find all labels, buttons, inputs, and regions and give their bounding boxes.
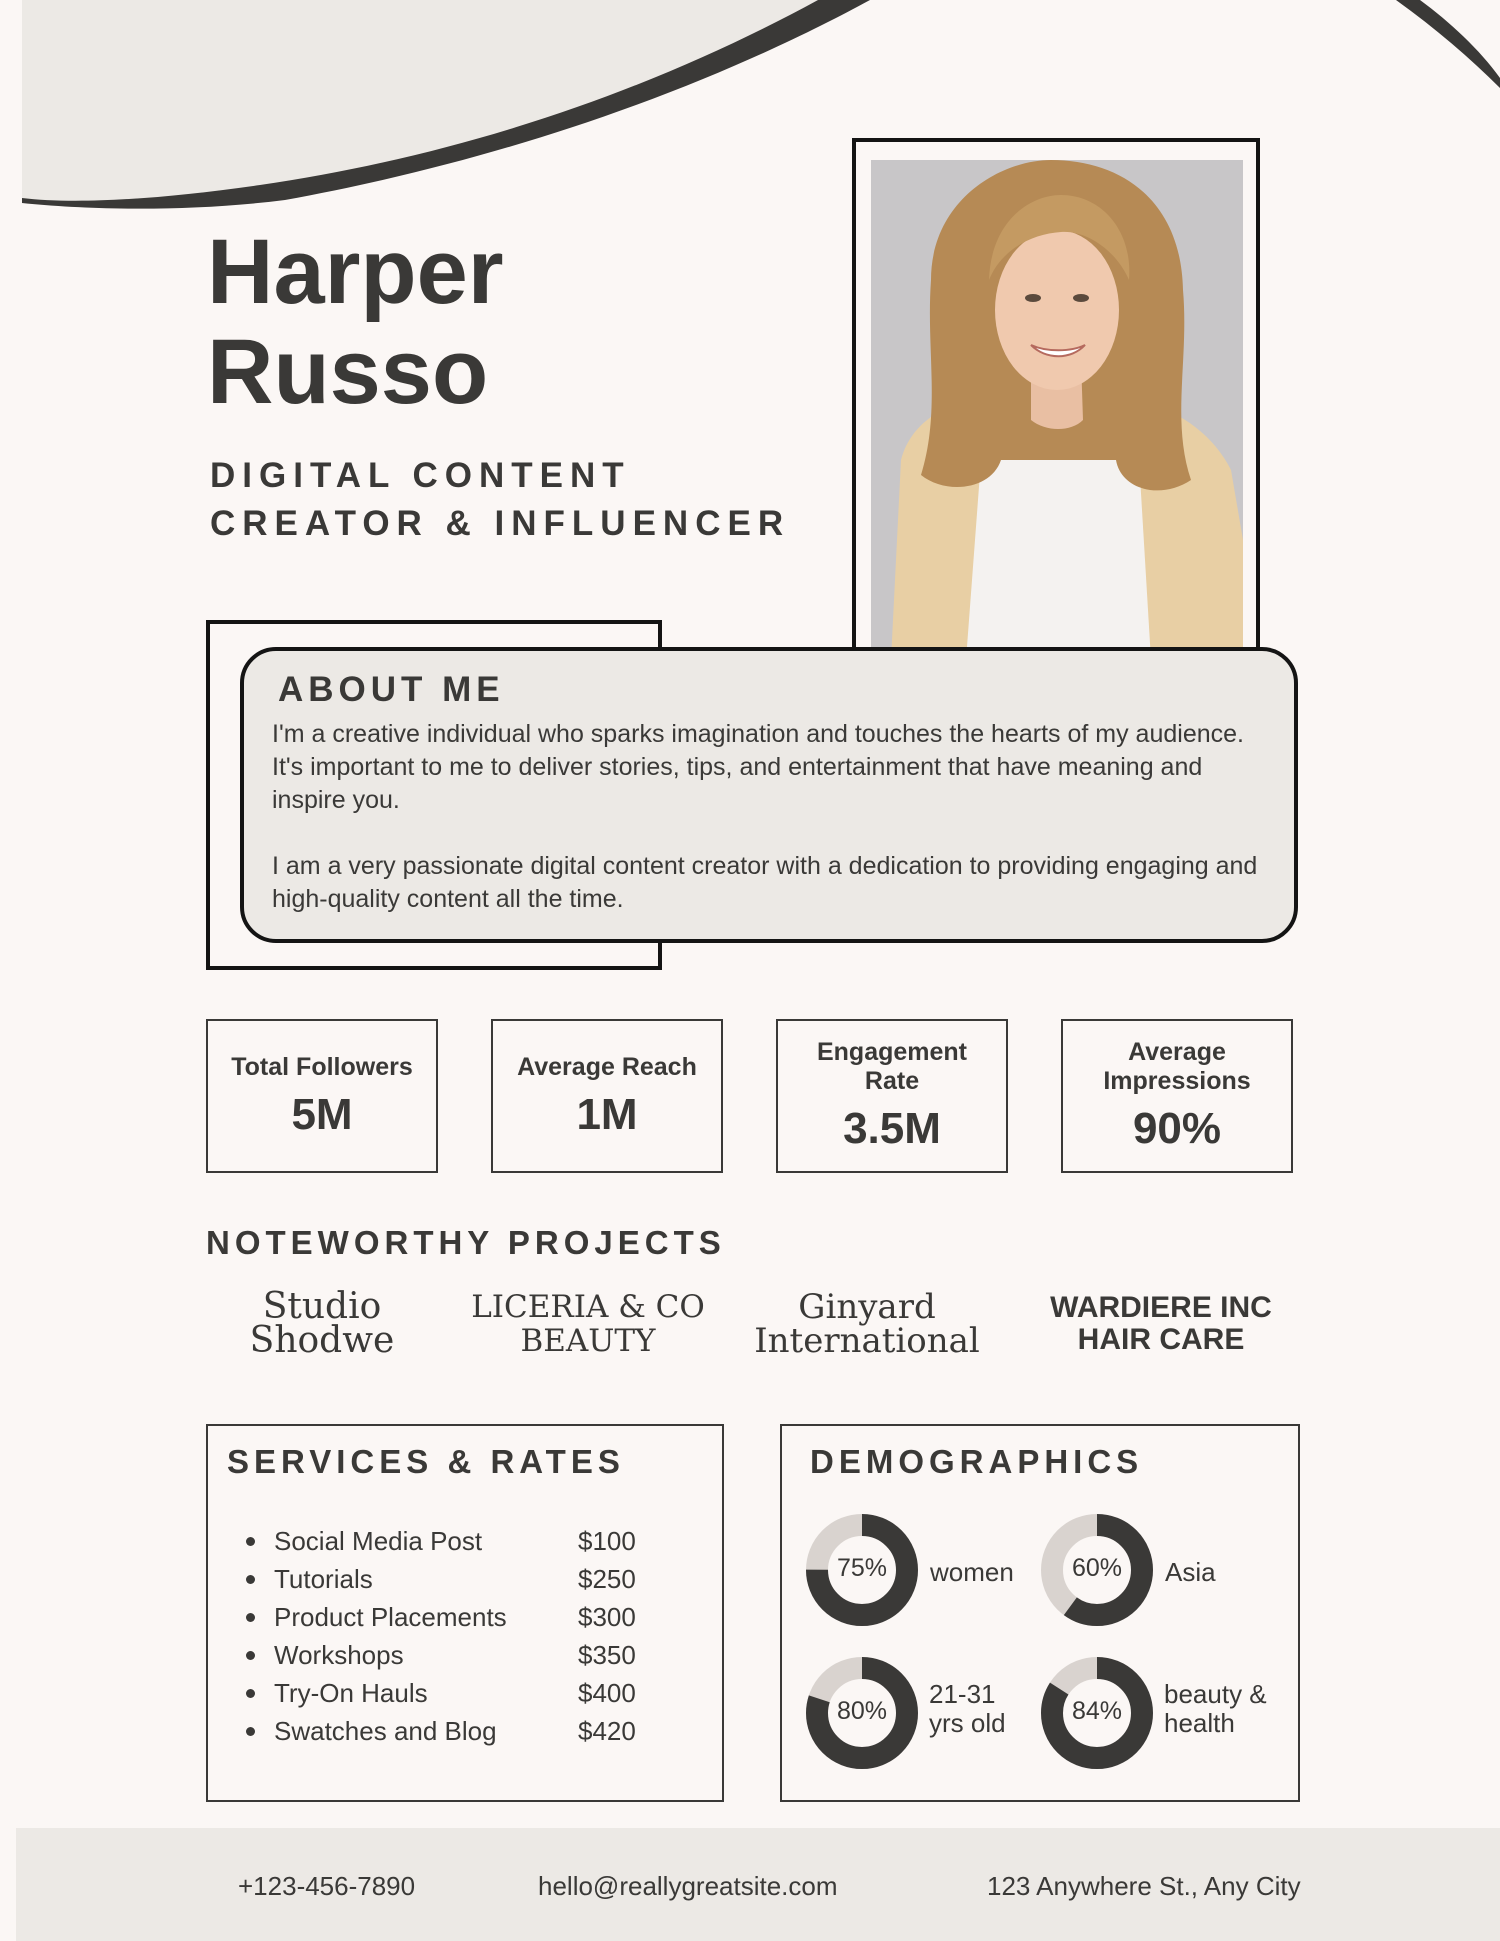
demo-label-beauty bbox=[1164, 1680, 1267, 1738]
project-ginyard-international bbox=[740, 1287, 994, 1361]
stat-average-impressions bbox=[1061, 1019, 1293, 1173]
demo-label-line-2: health bbox=[1164, 1708, 1235, 1738]
bullet bbox=[246, 1689, 255, 1698]
service-price: $350 bbox=[578, 1640, 636, 1670]
stat-value: 90% bbox=[1132, 1104, 1222, 1153]
demo-label-line-1: Asia bbox=[1165, 1557, 1216, 1587]
project-line-2: International bbox=[754, 1321, 980, 1361]
demographics-title: DEMOGRAPHICS bbox=[810, 1443, 1144, 1480]
service-price: $420 bbox=[578, 1716, 636, 1746]
role-line-2: CREATOR & INFLUENCER bbox=[210, 504, 791, 543]
project-line-1: WARDIERE INC bbox=[1050, 1291, 1272, 1324]
about-text bbox=[272, 718, 1272, 949]
stat-label: Total Followers bbox=[231, 1052, 413, 1081]
service-name: Social Media Post bbox=[274, 1526, 483, 1556]
decorative-swoosh bbox=[0, 0, 1500, 220]
stat-label: Engagement Rate bbox=[816, 1038, 968, 1095]
stat-value: 1M bbox=[576, 1089, 638, 1139]
project-line-2: Shodwe bbox=[249, 1320, 395, 1361]
services-title: SERVICES & RATES bbox=[227, 1443, 625, 1480]
bullet bbox=[246, 1613, 255, 1622]
about-paragraph-1: I'm a creative individual who sparks imagination and touches the hearts of my audience. It's important to me to deliver stories, tips, and entertainment that have meaning and inspire you. bbox=[272, 720, 1244, 814]
profile-photo bbox=[871, 160, 1243, 660]
project-line-1: LICERIA & CO bbox=[471, 1289, 705, 1325]
person-name bbox=[207, 222, 504, 422]
service-name: Workshops bbox=[274, 1640, 404, 1670]
footer-address: 123 Anywhere St., Any City bbox=[987, 1871, 1301, 1901]
project-line-1: Ginyard bbox=[798, 1287, 936, 1327]
service-price: $250 bbox=[578, 1564, 636, 1594]
project-studio-shodwe bbox=[222, 1286, 422, 1361]
stat-engagement-rate bbox=[776, 1019, 1008, 1173]
demo-label-women bbox=[930, 1558, 1014, 1587]
stat-value: 3.5M bbox=[843, 1104, 941, 1153]
project-line-2: BEAUTY bbox=[520, 1323, 656, 1359]
donut-percent-beauty: 84% bbox=[1071, 1697, 1123, 1725]
person-role bbox=[210, 452, 790, 548]
demo-label-line-1: women bbox=[930, 1557, 1014, 1587]
demo-label-asia bbox=[1165, 1558, 1216, 1587]
service-name: Tutorials bbox=[274, 1564, 373, 1594]
demo-label-line-1: 21-31 bbox=[929, 1679, 996, 1709]
service-name: Try-On Hauls bbox=[274, 1678, 428, 1708]
bullet bbox=[246, 1651, 255, 1660]
demo-label-age bbox=[929, 1680, 1006, 1738]
stat-label: Average Impressions bbox=[1103, 1038, 1251, 1095]
footer-phone[interactable]: +123-456-7890 bbox=[238, 1871, 416, 1901]
service-price: $400 bbox=[578, 1678, 636, 1708]
stat-value: 5M bbox=[291, 1089, 353, 1139]
stat-total-followers bbox=[206, 1019, 438, 1173]
bullet bbox=[246, 1575, 255, 1584]
service-price: $100 bbox=[578, 1526, 636, 1556]
bullet bbox=[246, 1537, 255, 1546]
about-paragraph-2: I am a very passionate digital content creator with a dedication to providing engaging and high-quality content all the time. bbox=[272, 852, 1258, 913]
service-name: Product Placements bbox=[274, 1602, 507, 1632]
projects-title: NOTEWORTHY PROJECTS bbox=[206, 1224, 726, 1261]
stat-label: Average Reach bbox=[517, 1052, 697, 1081]
demo-label-line-2: yrs old bbox=[929, 1708, 1006, 1738]
footer-email[interactable]: hello@reallygreatsite.com bbox=[538, 1871, 838, 1901]
role-line-1: DIGITAL CONTENT bbox=[210, 456, 631, 495]
donut-percent-asia: 60% bbox=[1071, 1554, 1123, 1582]
service-name: Swatches and Blog bbox=[274, 1716, 497, 1746]
project-line-2: HAIR CARE bbox=[1077, 1323, 1245, 1356]
first-name: Harper bbox=[207, 221, 504, 323]
project-liceria-beauty bbox=[468, 1290, 708, 1358]
donut-percent-age: 80% bbox=[836, 1697, 888, 1725]
bullet bbox=[246, 1727, 255, 1736]
project-wardiere-hair-care bbox=[1036, 1292, 1286, 1356]
demo-label-line-1: beauty & bbox=[1164, 1679, 1267, 1709]
last-name: Russo bbox=[207, 321, 489, 423]
demographics-donuts bbox=[780, 1500, 1300, 1800]
service-price: $300 bbox=[578, 1602, 636, 1632]
donut-percent-women: 75% bbox=[836, 1554, 888, 1582]
project-line-1: Studio bbox=[262, 1286, 382, 1327]
about-title: ABOUT ME bbox=[278, 670, 505, 709]
stat-average-reach bbox=[491, 1019, 723, 1173]
